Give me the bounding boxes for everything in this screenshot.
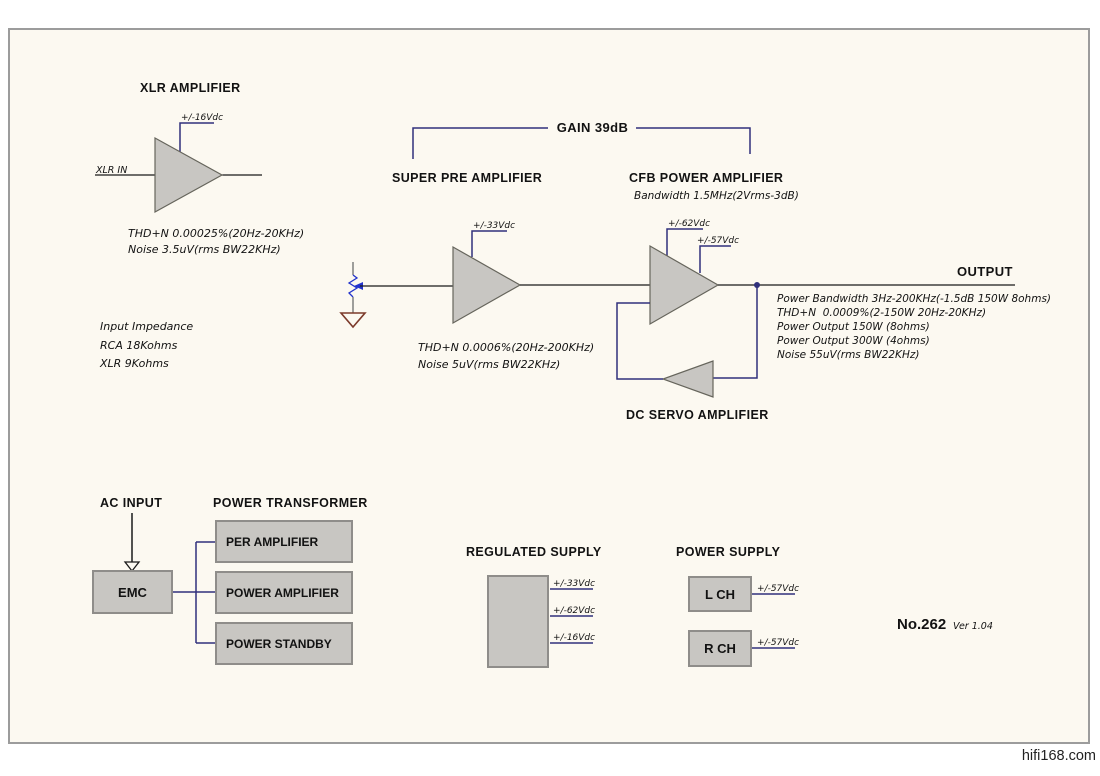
xlr-in-label: XLR IN <box>96 165 128 176</box>
pre-supply-label: +/-33Vdc <box>473 221 516 231</box>
regulated-supply-box <box>487 575 549 668</box>
ac-input-title: AC INPUT <box>100 496 163 510</box>
power-supply-title: POWER SUPPLY <box>676 545 781 559</box>
xlr-spec-noise: Noise 3.5uV(rms BW22KHz) <box>128 243 281 256</box>
lch-voltage-label: +/-57Vdc <box>757 584 800 594</box>
xlr-supply-wire <box>180 123 214 152</box>
output-spec-noise: Noise 55uV(rms BW22KHz) <box>777 349 920 361</box>
xlr-spec-thd: THD+N 0.00025%(20Hz-20KHz) <box>128 227 305 240</box>
output-spec-150w: Power Output 150W (8ohms) <box>777 321 930 333</box>
output-title: OUTPUT <box>957 264 1013 279</box>
pre-spec-noise: Noise 5uV(rms BW22KHz) <box>418 358 561 371</box>
transformer-box-standby-label: POWER STANDBY <box>226 636 332 651</box>
rch-voltage-label: +/-57Vdc <box>757 638 800 648</box>
regulated-33v-label: +/-33Vdc <box>553 579 596 589</box>
dc-servo-title: DC SERVO AMPLIFIER <box>626 408 769 422</box>
pre-amp-triangle-icon <box>453 247 520 323</box>
transformer-box-power-label: POWER AMPLIFIER <box>226 585 339 600</box>
rch-box <box>688 630 752 667</box>
transformer-box-pre <box>215 520 353 563</box>
power-supply57-wire <box>700 246 731 273</box>
transformer-box-standby <box>215 622 353 665</box>
transformer-box-pre-label: PER AMPLIFIER <box>226 534 319 549</box>
xlr-amp-triangle-icon <box>155 138 222 212</box>
xlr-amplifier-title: XLR AMPLIFIER <box>140 81 241 95</box>
emc-label: EMC <box>118 584 147 600</box>
pre-supply-wire <box>472 231 507 257</box>
xlr-supply-label: +/-16Vdc <box>181 113 224 123</box>
pre-spec-thd: THD+N 0.0006%(20Hz-200KHz) <box>418 341 595 354</box>
pre-amplifier-title: SUPER PRE AMPLIFIER <box>392 171 543 185</box>
feedback-wire-down <box>713 285 757 378</box>
regulated-16v-label: +/-16Vdc <box>553 633 596 643</box>
version-label: Ver 1.04 <box>953 621 993 632</box>
rch-label: R CH <box>704 641 736 656</box>
power-amp-bandwidth: Bandwidth 1.5MHz(2Vrms-3dB) <box>634 190 799 202</box>
regulated-62v-label: +/-62Vdc <box>553 606 596 616</box>
power-supply57-label: +/-57Vdc <box>697 236 740 246</box>
ground-icon <box>341 313 365 327</box>
power-amplifier-title: CFB POWER AMPLIFIER <box>629 171 784 185</box>
input-impedance-title: Input Impedance <box>100 320 194 333</box>
servo-amp-triangle-icon <box>663 361 713 397</box>
emc-box <box>92 570 173 614</box>
lch-box <box>688 576 752 612</box>
transformer-box-power <box>215 571 353 614</box>
output-spec-thd: THD+N 0.0009%(2-150W 20Hz-20KHz) <box>777 307 987 319</box>
output-spec-300w: Power Output 300W (4ohms) <box>777 335 930 347</box>
power-supply62-label: +/-62Vdc <box>668 219 711 229</box>
model-number: No.262 <box>897 616 947 633</box>
gain-bracket-left <box>413 128 548 159</box>
watermark: hifi168.com <box>1021 748 1096 764</box>
output-spec-bandwidth: Power Bandwidth 3Hz-200KHz(-1.5dB 150W 8ohms) <box>777 293 1052 305</box>
input-impedance-rca: RCA 18Kohms <box>100 339 178 352</box>
gain-bracket-right <box>636 128 750 154</box>
power-amp-triangle-icon <box>650 246 718 324</box>
power-transformer-title: POWER TRANSFORMER <box>213 496 368 510</box>
lch-label: L CH <box>704 586 736 602</box>
input-impedance-xlr: XLR 9Kohms <box>100 357 169 370</box>
gain-label: GAIN 39dB <box>556 120 629 135</box>
regulated-supply-title: REGULATED SUPPLY <box>466 545 602 559</box>
